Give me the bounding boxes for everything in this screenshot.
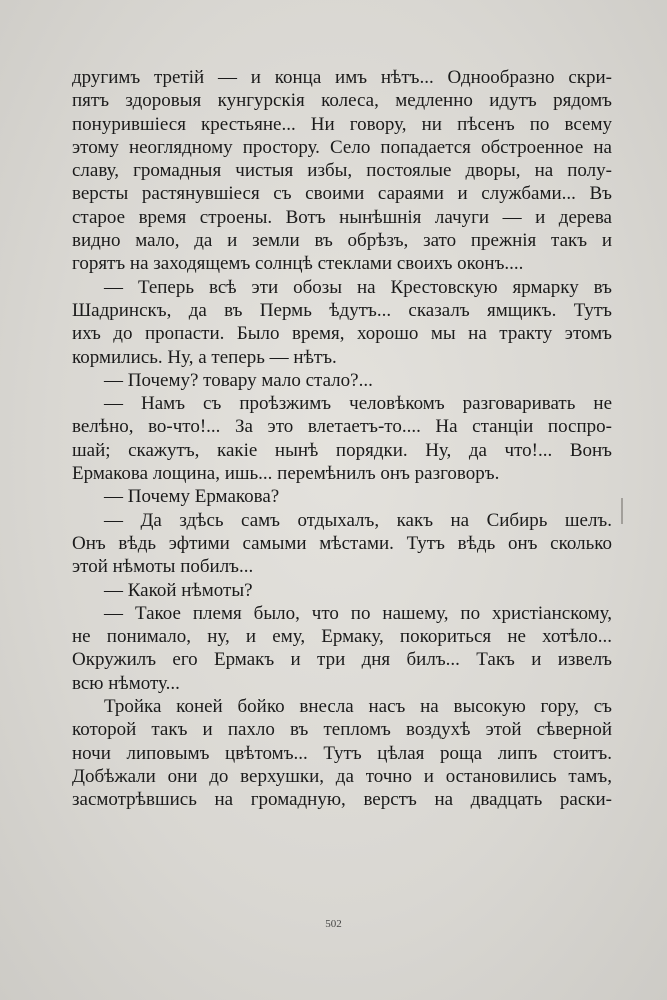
text-line: шай; скажутъ, какіе нынѣ порядки. Ну, да что!... Вонъ xyxy=(72,439,612,461)
text-line: старое время строены. Вотъ нынѣшнія лачуги — и дерева xyxy=(72,206,612,228)
text-line: видно мало, да и земли въ обрѣзъ, зато прежнія такъ и xyxy=(72,230,612,252)
text-line: — Да здѣсь самъ отдыхалъ, какъ на Сибирь шелъ. xyxy=(104,509,612,531)
text-line: кормились. Ну, а теперь — нѣтъ. xyxy=(72,346,337,368)
text-line: Тройка коней бойко внесла насъ на высокую гору, съ xyxy=(104,696,612,718)
text-line: понурившіеся крестьяне... Ни говору, ни пѣсенъ по всему xyxy=(72,113,612,135)
page-number: 502 xyxy=(325,918,342,930)
text-line: — Теперь всѣ эти обозы на Крестовскую ярмарку въ xyxy=(104,276,612,298)
text-line: этому неоглядному простору. Село попадается обстроенное на xyxy=(72,136,612,158)
text-line: славу, громадныя чистыя избы, постоялые дворы, на полу- xyxy=(72,160,612,182)
text-line: засмотрѣвшись на громадную, верстъ на двадцать раски- xyxy=(72,789,612,811)
text-line: горятъ на заходящемъ солнцѣ стеклами своихъ оконъ.... xyxy=(72,253,524,275)
text-line: — Какой нѣмоты? xyxy=(104,579,253,601)
text-line: всю нѣмоту... xyxy=(72,672,180,694)
body-text xyxy=(72,66,612,812)
text-line: Окружилъ его Ермакъ и три дня билъ... Такъ и извелъ xyxy=(72,649,612,671)
text-line: ихъ до пропасти. Было время, хорошо мы на тракту этомъ xyxy=(72,323,612,345)
text-line: не понимало, ну, и ему, Ермаку, покориться не хотѣло... xyxy=(72,626,612,648)
text-line: — Такое племя было, что по нашему, по христіанскому, xyxy=(104,602,612,624)
text-line: — Почему Ермакова? xyxy=(104,486,280,508)
text-line: велѣно, во-что!... За это влетаетъ-то.... На станціи поспро- xyxy=(72,416,612,438)
text-line: — Почему? товару мало стало?... xyxy=(104,369,373,391)
text-line: версты растянувшіеся съ своими сараями и службами... Въ xyxy=(72,183,612,205)
text-line: этой нѣмоты побилъ... xyxy=(72,556,254,578)
text-line: — Намъ съ проѣзжимъ человѣкомъ разговаривать не xyxy=(104,393,612,415)
text-line: пятъ здоровыя кунгурскія колеса, медленно идутъ рядомъ xyxy=(72,90,612,112)
text-line: ночи липовымъ цвѣтомъ... Тутъ цѣлая роща липъ стоитъ. xyxy=(72,742,612,764)
margin-mark xyxy=(621,498,623,524)
text-line: Шадринскъ, да въ Пермь ѣдутъ... сказалъ ямщикъ. Тутъ xyxy=(72,299,612,321)
text-line: другимъ третій — и конца имъ нѣтъ... Однообразно скри- xyxy=(72,67,612,88)
text-line: Добѣжали они до верхушки, да точно и остановились тамъ, xyxy=(72,765,612,787)
text-line: Ермакова лощина, ишь... перемѣнилъ онъ разговоръ. xyxy=(72,463,500,485)
text-line: которой такъ и пахло въ тепломъ воздухѣ этой сѣверной xyxy=(72,719,612,741)
text-line: Онъ вѣдь эфтими самыми мѣстами. Тутъ вѣдь онъ сколько xyxy=(72,532,612,554)
